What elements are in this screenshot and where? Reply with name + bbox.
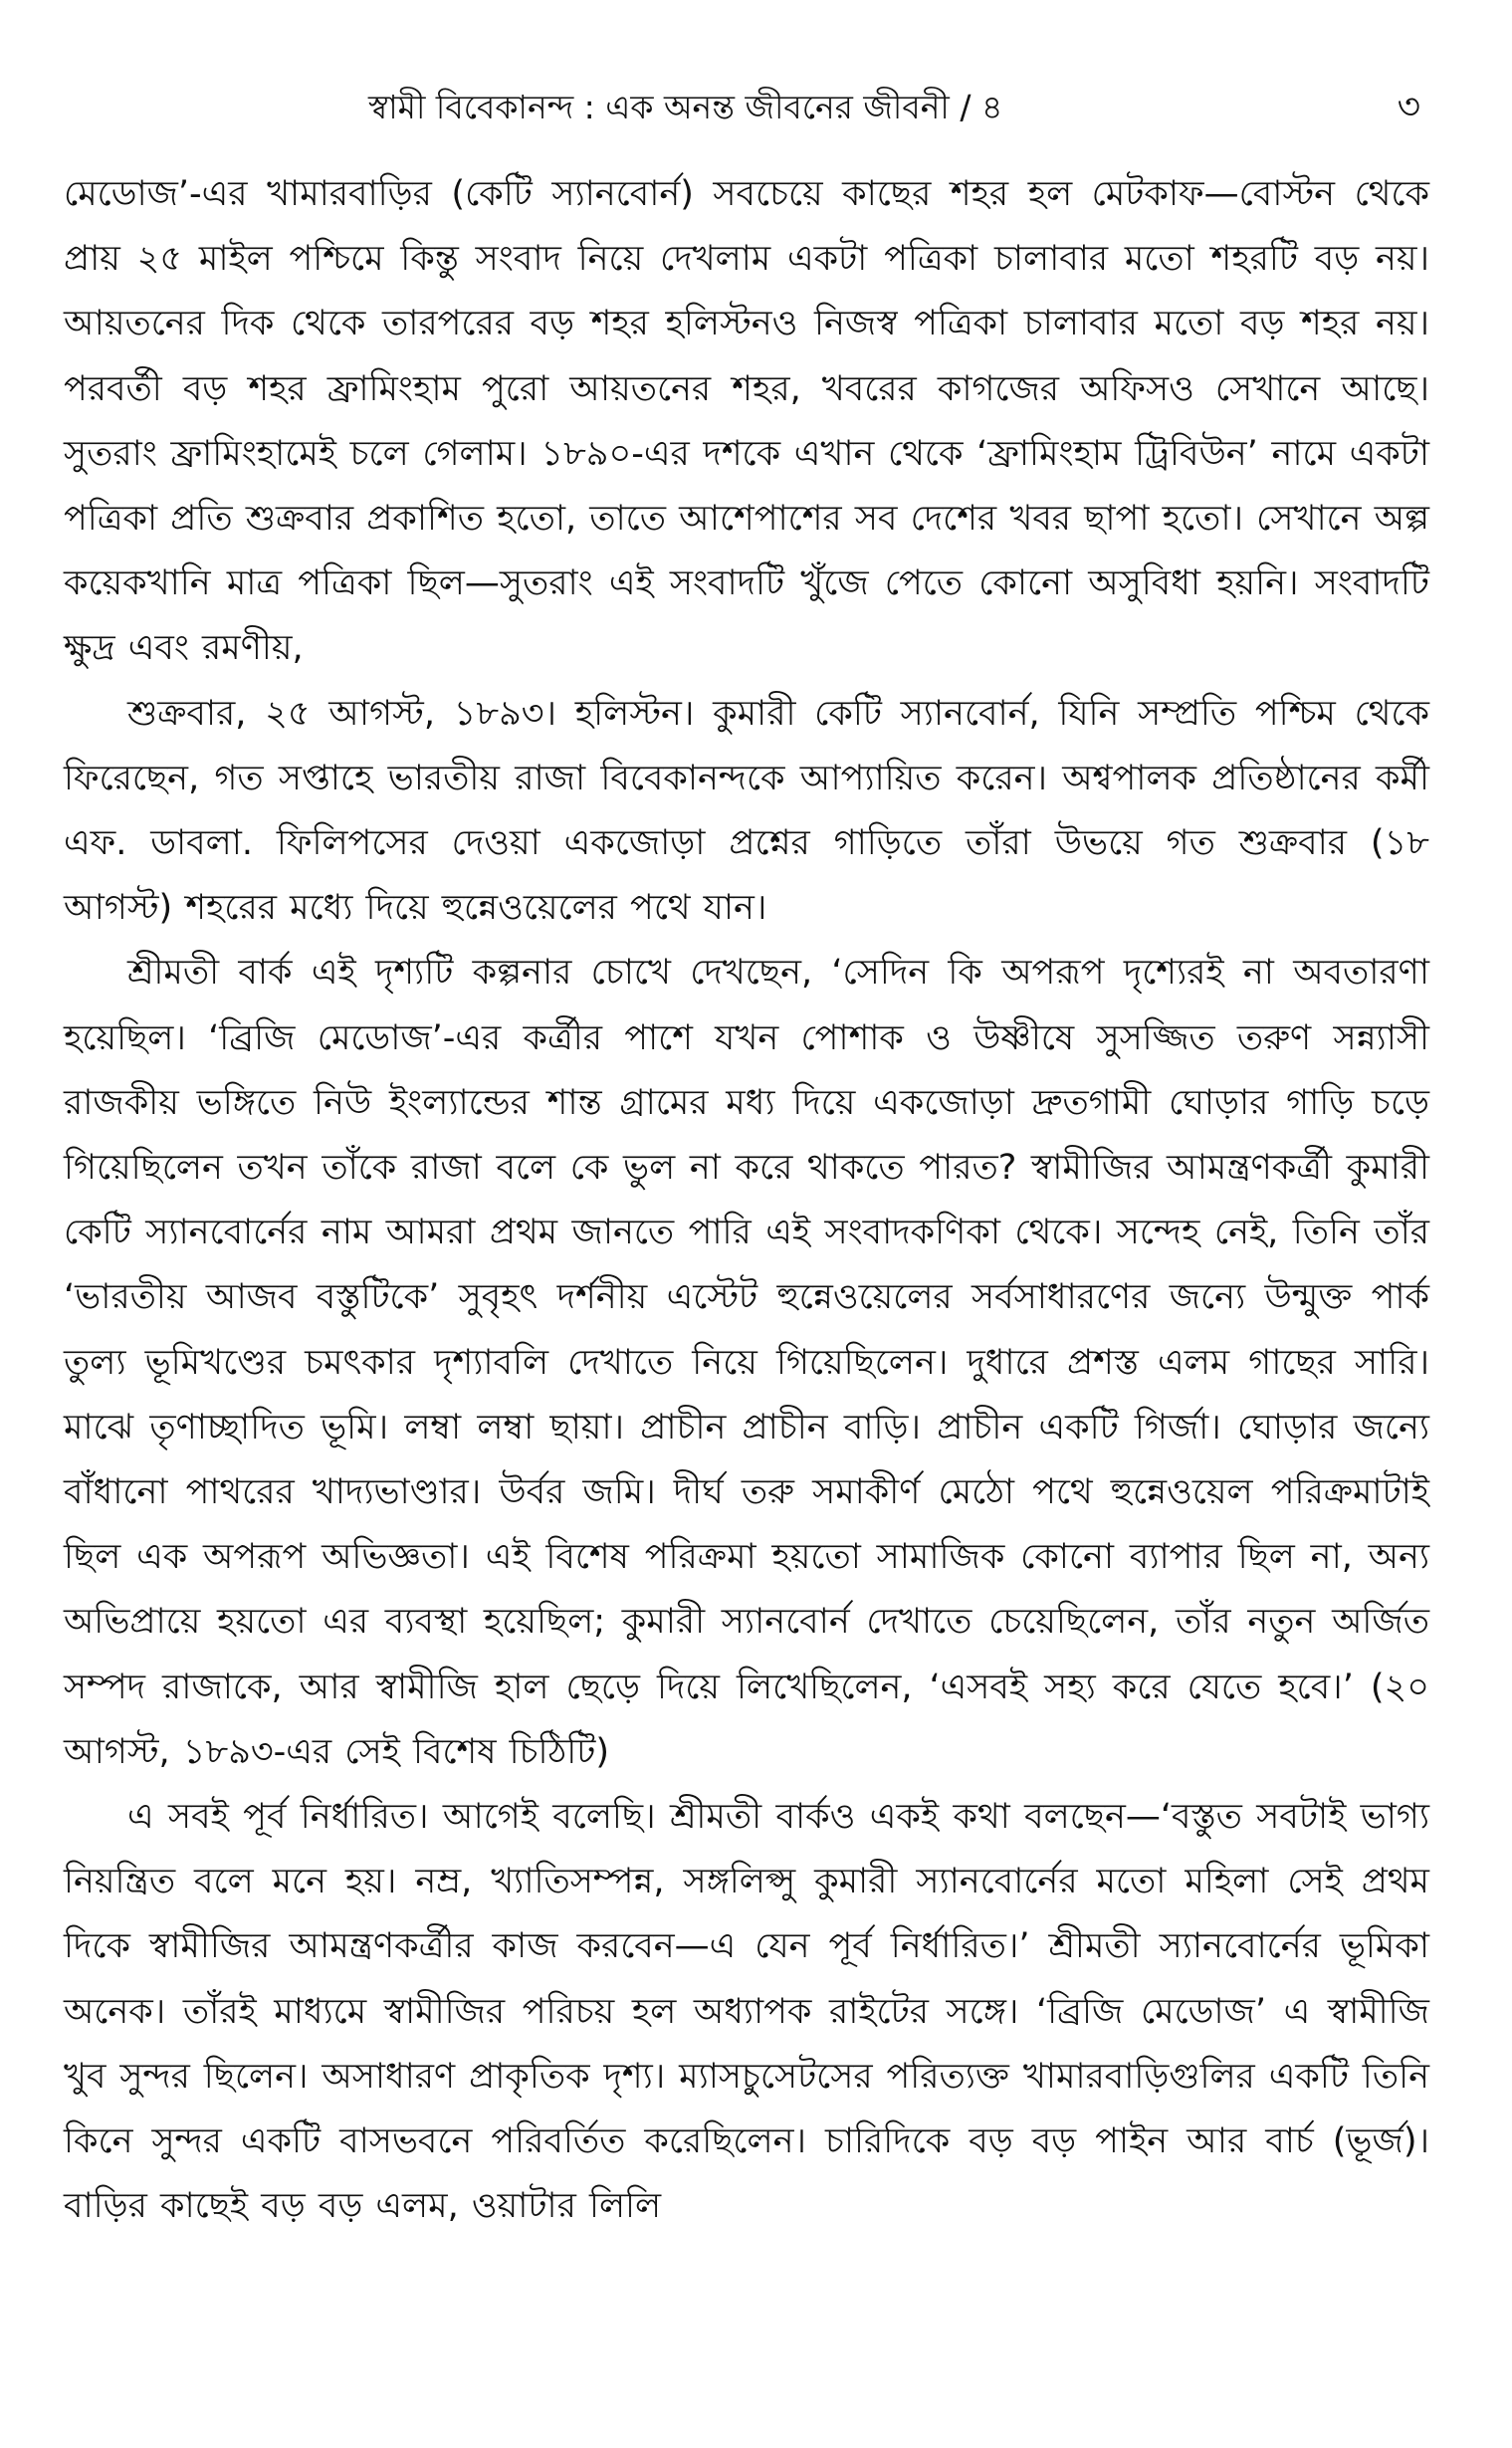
running-header-title: স্বামী বিবেকানন্দ : এক অনন্ত জীবনের জীবনী / ৪ — [368, 88, 1003, 126]
paragraph: মেডোজ’-এর খামারবাড়ির (কেটি স্যানবোর্ন) সবচেয়ে কাছের শহর হল মেটকাফ—বোস্টন থেকে প্রায় ২৫ মাইল পশ্চিমে কিন্তু সংবাদ নিয়ে দেখলাম একটা পত্রিকা চালাবার মতো শহরটি বড় নয়। আয়তনের দিক থেকে তারপরের বড় শহর হলিস্টনও নিজস্ব পত্রিকা চালাবার মতো বড় শহর নয়। পরবর্তী বড় শহর ফ্রামিংহাম পুরো আয়তনের শহর, খবরের কাগজের অফিসও সেখানে আছে। সুতরাং ফ্রামিংহামেই চলে গেলাম। ১৮৯০-এর দশকে এখান থেকে ‘ফ্রামিংহাম ট্রিবিউন’ নামে একটা পত্রিকা প্রতি শুক্রবার প্রকাশিত হতো, তাতে আশেপাশের সব দেশের খবর ছাপা হতো। সেখানে অল্প কয়েকখানি মাত্র পত্রিকা ছিল—সুতরাং এই সংবাদটি খুঁজে পেতে কোনো অসুবিধা হয়নি। সংবাদটি ক্ষুদ্র এবং রমণীয়, — [64, 174, 1429, 669]
body-text — [64, 162, 1429, 2240]
quoted-news-paragraph: শুক্রবার, ২৫ আগস্ট, ১৮৯৩। হলিস্টন। কুমারী কেটি স্যানবোর্ন, যিনি সম্প্রতি পশ্চিম থেকে ফিরেছেন, গত সপ্তাহে ভারতীয় রাজা বিবেকানন্দকে আপ্যায়িত করেন। অশ্বপালক প্রতিষ্ঠানের কর্মী এফ. ডাবলা. ফিলিপসের দেওয়া একজোড়া প্রশ্নের গাড়িতে তাঁরা উভয়ে গত শুক্রবার (১৮ আগস্ট) শহরের মধ্যে দিয়ে হুন্নেওয়েলের পথে যান। — [64, 693, 1429, 929]
paragraph: শ্রীমতী বার্ক এই দৃশ্যটি কল্পনার চোখে দেখছেন, ‘সেদিন কি অপরূপ দৃশ্যেরই না অবতারণা হয়েছিল। ‘ব্রিজি মেডোজ’-এর কর্ত্রীর পাশে যখন পোশাক ও উষ্ণীষে সুসজ্জিত তরুণ সন্ন্যাসী রাজকীয় ভঙ্গিতে নিউ ইংল্যান্ডের শান্ত গ্রামের মধ্য দিয়ে একজোড়া দ্রুতগামী ঘোড়ার গাড়ি চড়ে গিয়েছিলেন তখন তাঁকে রাজা বলে কে ভুল না করে থাকতে পারত? স্বামীজির আমন্ত্রণকর্ত্রী কুমারী কেটি স্যানবোর্নের নাম আমরা প্রথম জানতে পারি এই সংবাদকণিকা থেকে। সন্দেহ নেই, তিনি তাঁর ‘ভারতীয় আজব বস্তুটিকে’ সুবৃহৎ দর্শনীয় এস্টেট হুন্নেওয়েলের সর্বসাধারণের জন্যে উন্মুক্ত পার্ক তুল্য ভূমিখণ্ডের চমৎকার দৃশ্যাবলি দেখাতে নিয়ে গিয়েছিলেন। দুধারে প্রশস্ত এলম গাছের সারি। মাঝে তৃণাচ্ছাদিত ভূমি। লম্বা লম্বা ছায়া। প্রাচীন প্রাচীন বাড়ি। প্রাচীন একটি গির্জা। ঘোড়ার জন্যে বাঁধানো পাথরের খাদ্যভাণ্ডার। উর্বর জমি। দীর্ঘ তরু সমাকীর্ণ মেঠো পথে হুন্নেওয়েল পরিক্রমাটাই ছিল এক অপরূপ অভিজ্ঞতা। এই বিশেষ পরিক্রমা হয়তো সামাজিক কোনো ব্যাপার ছিল না, অন্য অভিপ্রায়ে হয়তো এর ব্যবস্থা হয়েছিল; কুমারী স্যানবোর্ন দেখাতে চেয়েছিলেন, তাঁর নতুন অর্জিত সম্পদ রাজাকে, আর স্বামীজি হাল ছেড়ে দিয়ে লিখেছিলেন, ‘এসবই সহ্য করে যেতে হবে।’ (২০ আগস্ট, ১৮৯৩-এর সেই বিশেষ চিঠিটি) — [64, 953, 1429, 1772]
running-header — [0, 78, 1512, 137]
paragraph: এ সবই পূর্ব নির্ধারিত। আগেই বলেছি। শ্রীমতী বার্কও একই কথা বলছেন—‘বস্তুত সবটাই ভাগ্য নিয়ন্ত্রিত বলে মনে হয়। নম্র, খ্যাতিসম্পন্ন, সঙ্গলিপ্সু কুমারী স্যানবোর্নের মতো মহিলা সেই প্রথম দিকে স্বামীজির আমন্ত্রণকর্ত্রীর কাজ করবেন—এ যেন পূর্ব নির্ধারিত।’ শ্রীমতী স্যানবোর্নের ভূমিকা অনেক। তাঁরই মাধ্যমে স্বামীজির পরিচয় হল অধ্যাপক রাইটের সঙ্গে। ‘ব্রিজি মেডোজ’ এ স্বামীজি খুব সুন্দর ছিলেন। অসাধারণ প্রাকৃতিক দৃশ্য। ম্যাসচুসেটসের পরিত্যক্ত খামারবাড়িগুলির একটি তিনি কিনে সুন্দর একটি বাসভবনে পরিবর্তিত করেছিলেন। চারিদিকে বড় বড় পাইন আর বার্চ (ভূর্জ)। বাড়ির কাছেই বড় বড় এলম, ওয়াটার লিলি — [64, 1797, 1429, 2227]
page-number: ৩ — [1397, 87, 1420, 127]
